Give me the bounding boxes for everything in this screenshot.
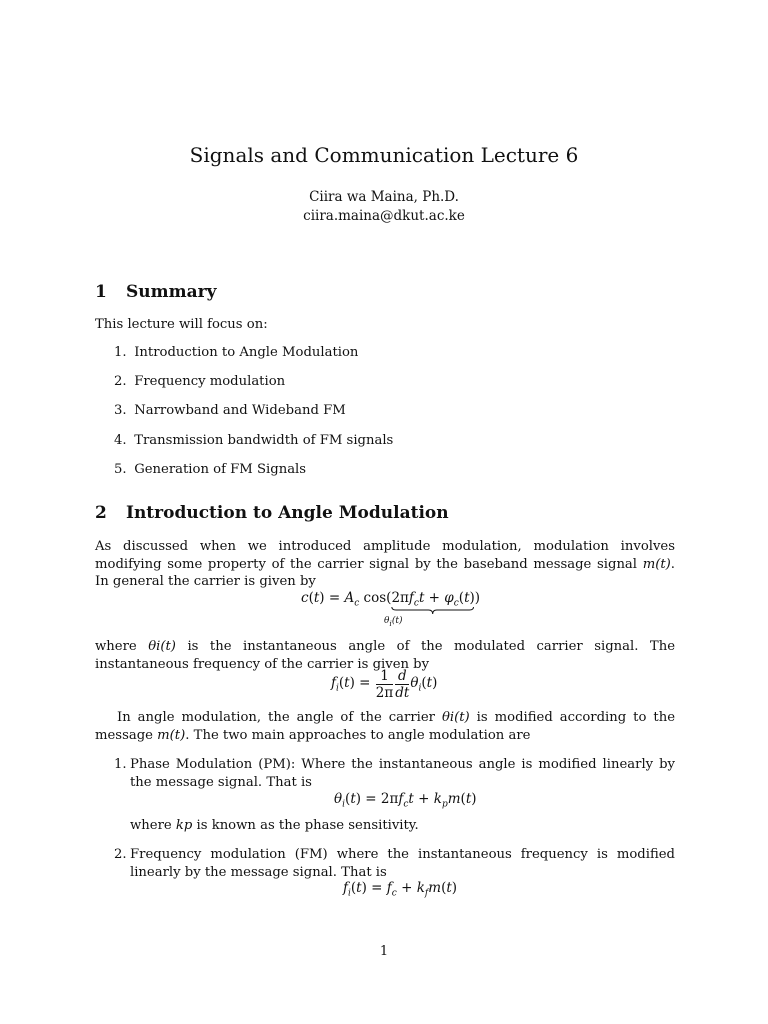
list-item: 1. Introduction to Angle Modulation — [114, 345, 359, 360]
page-number: 1 — [379, 944, 389, 959]
list-item: 5. Generation of FM Signals — [114, 462, 307, 477]
list-item: 3. Narrowband and Wideband FM — [114, 403, 346, 418]
pm-note: where kp is known as the phase sensitivity. — [130, 818, 419, 833]
item-number: 2. — [114, 847, 127, 862]
item-number: 1. — [114, 757, 127, 772]
equation-instantaneous-frequency: $f_i(t)$ = $\frac{1}{2\pi}$ $\frac{d}{dt}$ $\theta_i(t)$ — [331, 668, 438, 701]
list-item: 2. Frequency modulation — [114, 374, 286, 389]
author-name: Ciira wa Maina, Ph.D. — [309, 189, 459, 205]
paragraph-3: In angle modulation, the angle of the carrier θi(t) is modified according to the message m(t). The two main approaches to angle modulation are — [95, 710, 675, 743]
fm-description: Frequency modulation (FM) where the instantaneous frequency is modified linearly by the message signal. That is — [130, 847, 675, 880]
summary-intro: This lecture will focus on: — [95, 317, 268, 332]
underbrace-label: $\theta_i(t)$ — [384, 616, 403, 628]
section-1-heading — [95, 282, 216, 302]
equation-carrier: $c(t) = A_c$ $\cos(2\pi f_ct + \varphi_c(t)$ ) — [301, 590, 480, 609]
equation-pm: $\theta_i(t) = 2\pi f_ct + k_pm(t)$ — [334, 791, 477, 810]
document-title: Signals and Communication Lecture 6 — [189, 143, 579, 167]
section-2-heading — [95, 503, 449, 523]
list-item: 4. Transmission bandwidth of FM signals — [114, 433, 394, 448]
section-number: 1 — [95, 282, 107, 302]
pm-description: Phase Modulation (PM): Where the instantaneous angle is modified linearly by the message signal. That is — [130, 757, 675, 790]
section-title: Summary — [126, 282, 217, 302]
author-email: ciira.maina@dkut.ac.ke — [303, 208, 465, 224]
paragraph-1: As discussed when we introduced amplitude modulation, modulation involves modifying some property of the carrier signal by the baseband message signal m(t). In general the carrier is given by — [95, 539, 675, 589]
paragraph-2: where θi(t) is the instantaneous angle of the modulated carrier signal. The instantaneous frequency of the carrier is given by — [95, 639, 675, 672]
section-title: Introduction to Angle Modulation — [126, 503, 449, 523]
section-number: 2 — [95, 503, 107, 523]
underbrace-icon — [391, 606, 474, 615]
equation-fm: $f_i(t) = f_c + k_fm(t)$ — [343, 880, 458, 899]
author-block — [0, 188, 768, 226]
